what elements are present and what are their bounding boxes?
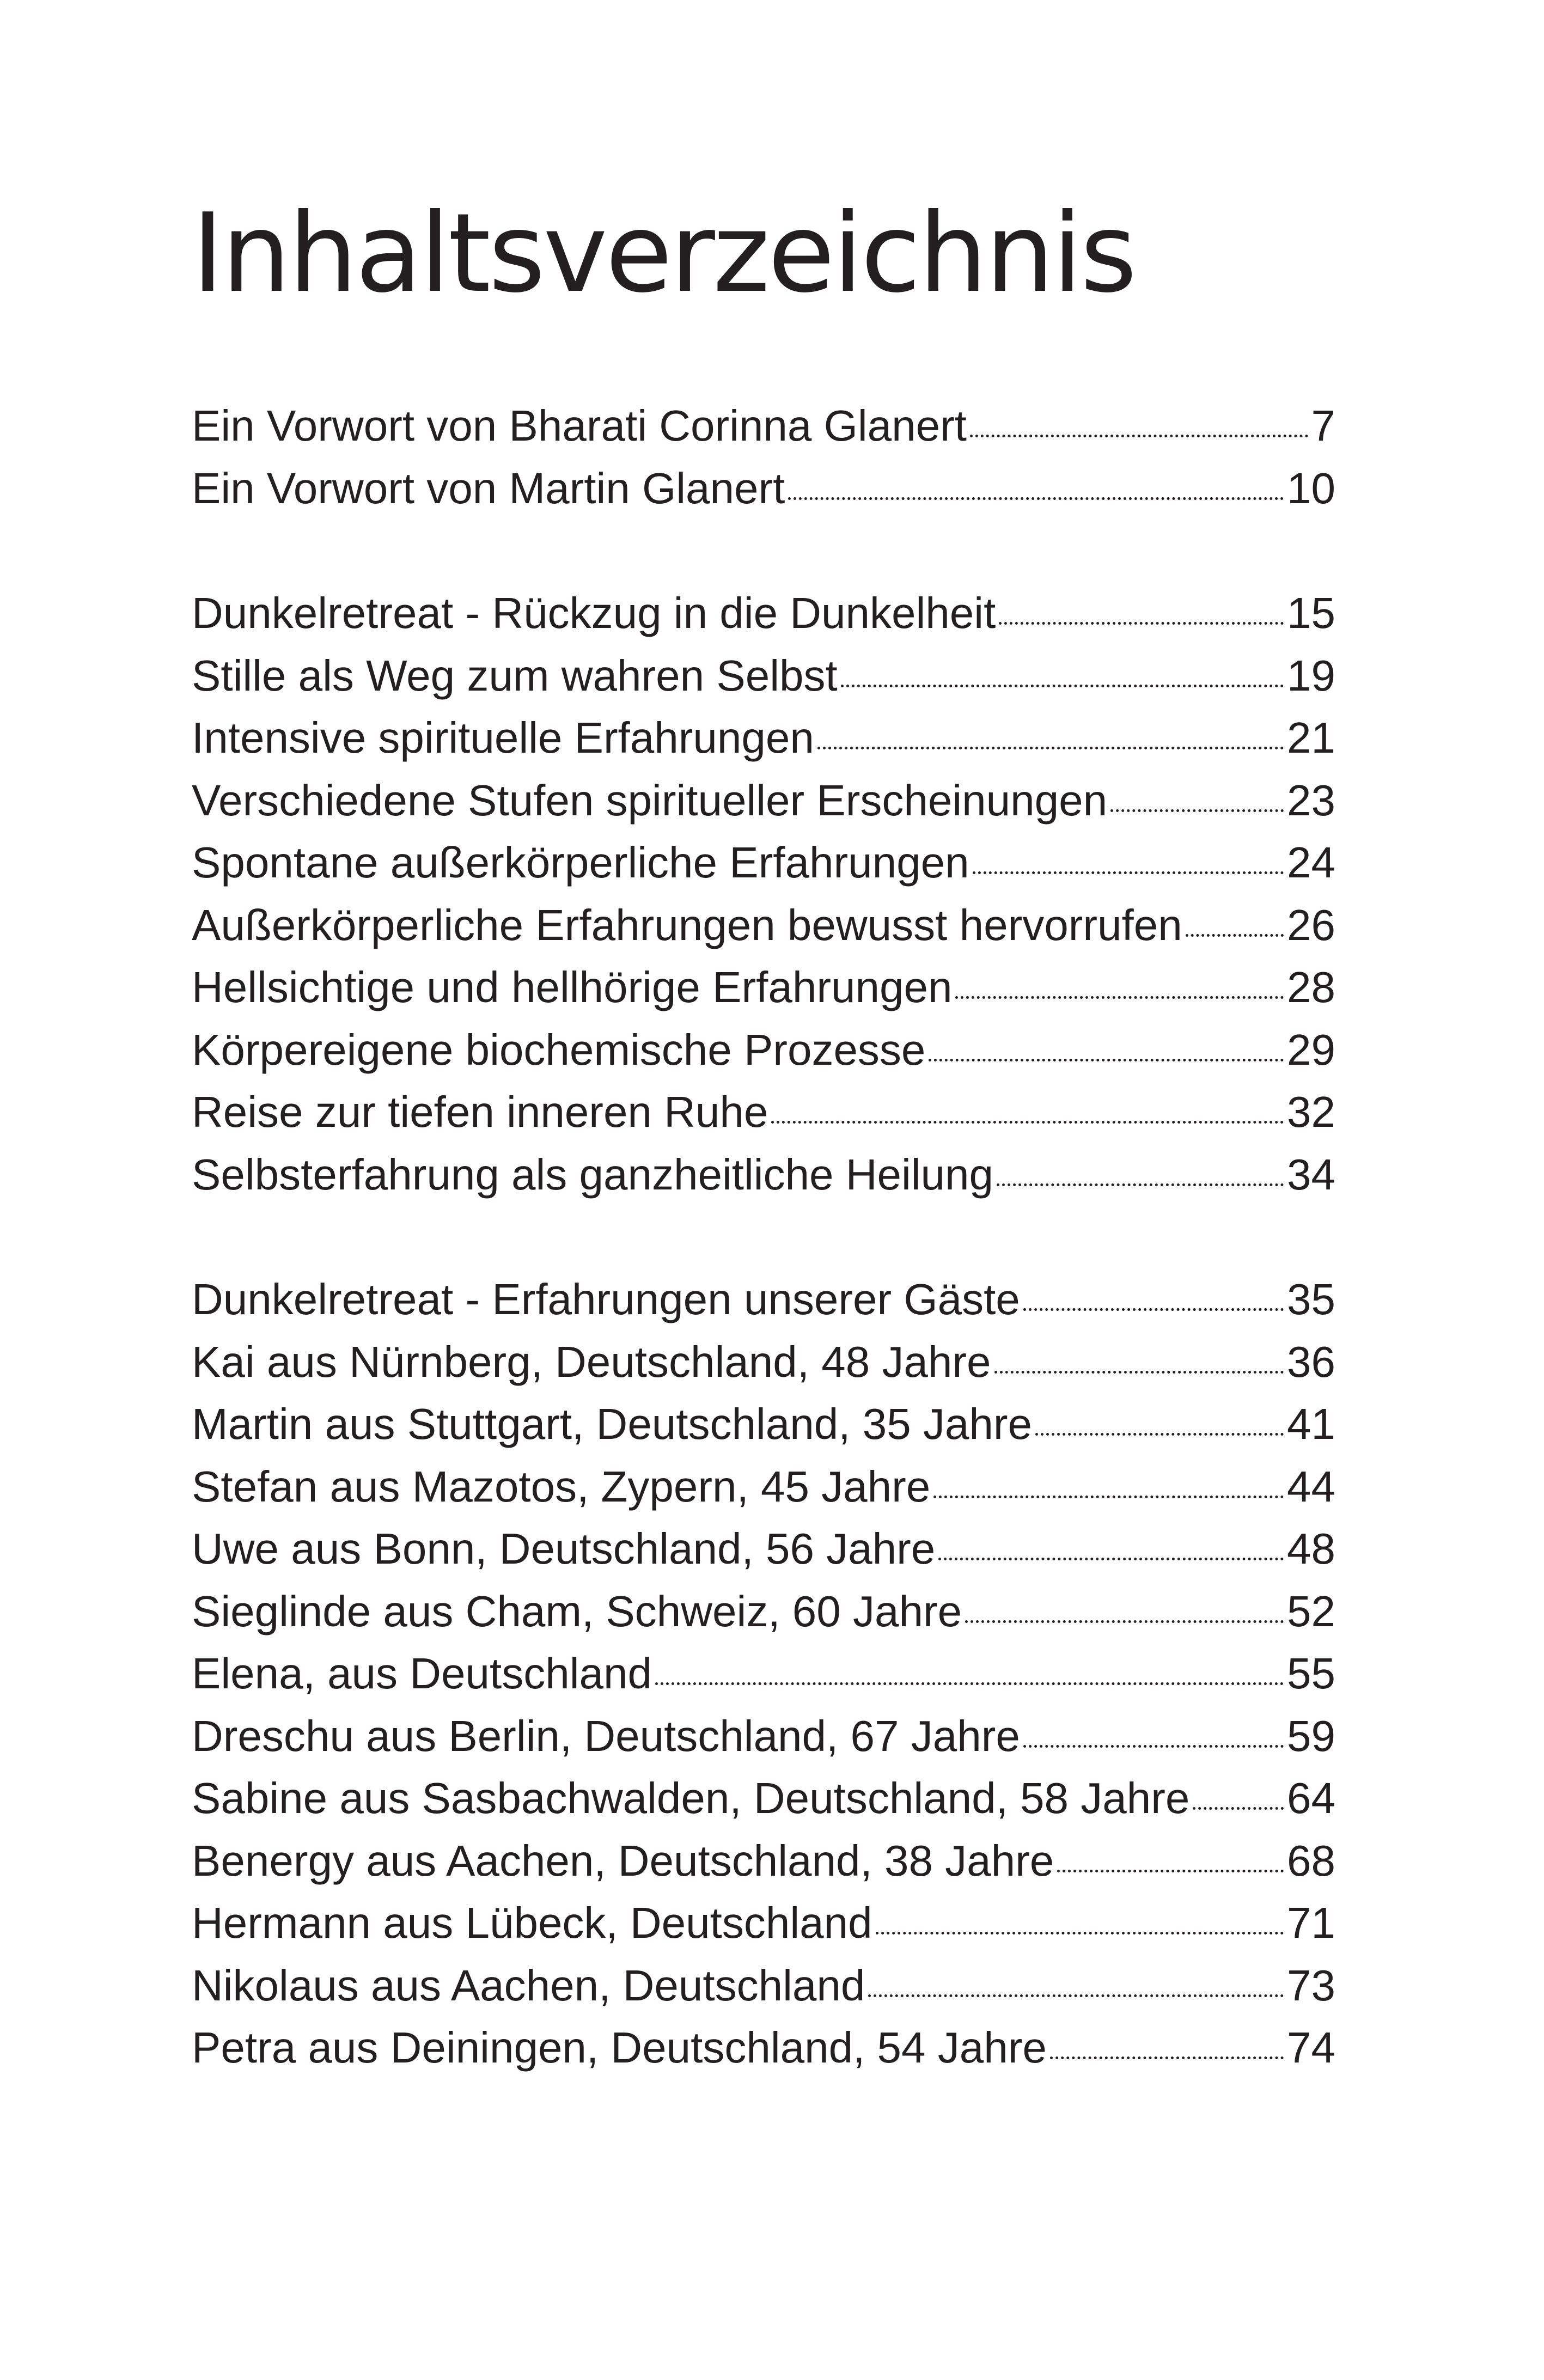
toc-entry-page-number: 64 — [1287, 1774, 1335, 1822]
toc-entry — [192, 457, 1335, 520]
toc-entry — [192, 1144, 1335, 1206]
dot-leader — [1186, 934, 1284, 937]
toc-entry-page-number: 74 — [1287, 2023, 1335, 2072]
toc-entry-page-number: 48 — [1287, 1524, 1335, 1573]
toc-entry — [192, 2017, 1335, 2079]
toc-entry — [192, 1393, 1335, 1456]
toc-entry-title: Ein Vorwort von Bharati Corinna Glanert — [192, 401, 967, 450]
toc-entry-title: Hermann aus Lübeck, Deutschland — [192, 1899, 872, 1947]
toc-entry-title: Martin aus Stuttgart, Deutschland, 35 Jahre — [192, 1400, 1033, 1448]
dot-leader — [1193, 1807, 1284, 1810]
toc-entry-page-number: 36 — [1287, 1337, 1335, 1386]
toc-entry-page-number: 55 — [1287, 1649, 1335, 1698]
table-of-contents — [192, 395, 1335, 2142]
dot-leader — [655, 1682, 1284, 1685]
dot-leader — [965, 1620, 1284, 1623]
toc-entry-title: Außerkörperliche Erfahrungen bewusst hervorrufen — [192, 900, 1182, 949]
toc-entry — [192, 770, 1335, 832]
toc-section — [192, 1268, 1335, 2079]
toc-entry — [192, 1518, 1335, 1580]
toc-entry-page-number: 29 — [1287, 1025, 1335, 1074]
toc-entry-page-number: 73 — [1287, 1961, 1335, 2010]
toc-entry-title: Petra aus Deiningen, Deutschland, 54 Jahre — [192, 2023, 1047, 2072]
toc-entry-title: Hellsichtige und hellhörige Erfahrungen — [192, 963, 953, 1011]
dot-leader — [868, 1994, 1284, 1997]
toc-entry — [192, 1331, 1335, 1394]
toc-entry-title: Uwe aus Bonn, Deutschland, 56 Jahre — [192, 1524, 936, 1573]
dot-leader — [1110, 809, 1284, 812]
toc-entry-page-number: 10 — [1287, 463, 1335, 512]
toc-entry — [192, 707, 1335, 770]
dot-leader — [997, 1183, 1284, 1186]
toc-entry — [192, 832, 1335, 894]
dot-leader — [771, 1121, 1284, 1124]
toc-entry-title: Stille als Weg zum wahren Selbst — [192, 651, 838, 700]
dot-leader — [841, 685, 1284, 687]
dot-leader — [1057, 1870, 1284, 1872]
dot-leader — [1050, 2056, 1284, 2059]
toc-entry-title: Elena, aus Deutschland — [192, 1649, 652, 1698]
toc-entry — [192, 1268, 1335, 1331]
toc-entry-title: Verschiedene Stufen spiritueller Erscheinungen — [192, 776, 1108, 825]
toc-section — [192, 395, 1335, 520]
dot-leader — [973, 871, 1284, 874]
toc-section — [192, 582, 1335, 1206]
toc-entry-page-number: 19 — [1287, 651, 1335, 700]
toc-entry — [192, 582, 1335, 645]
toc-entry-page-number: 24 — [1287, 838, 1335, 887]
toc-entry — [192, 645, 1335, 707]
toc-entry — [192, 1705, 1335, 1768]
toc-entry-title: Sieglinde aus Cham, Schweiz, 60 Jahre — [192, 1586, 962, 1636]
toc-entry-page-number: 32 — [1287, 1088, 1335, 1136]
toc-entry — [192, 1643, 1335, 1705]
toc-entry — [192, 395, 1335, 457]
dot-leader — [929, 1059, 1284, 1061]
toc-entry-title: Benergy aus Aachen, Deutschland, 38 Jahre — [192, 1836, 1054, 1885]
toc-entry-title: Kai aus Nürnberg, Deutschland, 48 Jahre — [192, 1337, 991, 1386]
toc-entry — [192, 1955, 1335, 2017]
dot-leader — [938, 1558, 1284, 1560]
toc-entry-title: Dunkelretreat - Rückzug in die Dunkelheit — [192, 589, 996, 637]
page-title: Inhaltsverzeichnis — [192, 190, 1135, 317]
toc-entry-title: Reise zur tiefen inneren Ruhe — [192, 1088, 768, 1136]
dot-leader — [1023, 1308, 1284, 1311]
dot-leader — [817, 747, 1284, 749]
toc-entry-page-number: 41 — [1287, 1400, 1335, 1448]
toc-entry-title: Ein Vorwort von Martin Glanert — [192, 463, 785, 512]
toc-entry-title: Nikolaus aus Aachen, Deutschland — [192, 1961, 865, 2010]
toc-entry-page-number: 34 — [1287, 1150, 1335, 1199]
dot-leader — [999, 622, 1284, 625]
dot-leader — [955, 996, 1284, 999]
toc-entry-page-number: 28 — [1287, 963, 1335, 1011]
toc-entry-page-number: 35 — [1287, 1275, 1335, 1323]
toc-entry — [192, 1892, 1335, 1955]
toc-entry-page-number: 21 — [1287, 713, 1335, 762]
toc-entry-title: Körpereigene biochemische Prozesse — [192, 1025, 926, 1074]
dot-leader — [788, 497, 1284, 500]
toc-entry-title: Dreschu aus Berlin, Deutschland, 67 Jahre — [192, 1711, 1020, 1760]
toc-entry-page-number: 44 — [1287, 1462, 1335, 1511]
toc-entry-title: Spontane außerkörperliche Erfahrungen — [192, 838, 969, 887]
toc-entry-page-number: 15 — [1287, 589, 1335, 637]
dot-leader — [994, 1371, 1284, 1374]
toc-entry-page-number: 71 — [1287, 1899, 1335, 1947]
toc-entry — [192, 1081, 1335, 1144]
toc-entry-page-number: 23 — [1287, 776, 1335, 825]
toc-entry — [192, 894, 1335, 957]
toc-entry-page-number: 68 — [1287, 1836, 1335, 1885]
toc-entry — [192, 956, 1335, 1019]
dot-leader — [970, 435, 1308, 437]
toc-entry — [192, 1580, 1335, 1643]
dot-leader — [1035, 1433, 1284, 1436]
toc-entry-page-number: 59 — [1287, 1711, 1335, 1760]
toc-entry-title: Selbsterfahrung als ganzheitliche Heilung — [192, 1150, 994, 1199]
toc-entry — [192, 1830, 1335, 1893]
dot-leader — [1023, 1745, 1284, 1748]
toc-entry-page-number: 7 — [1311, 401, 1335, 450]
toc-entry-title: Intensive spirituelle Erfahrungen — [192, 713, 814, 762]
toc-entry-title: Stefan aus Mazotos, Zypern, 45 Jahre — [192, 1462, 931, 1511]
toc-entry — [192, 1456, 1335, 1518]
dot-leader — [876, 1932, 1284, 1934]
toc-entry — [192, 1019, 1335, 1082]
toc-entry-page-number: 52 — [1287, 1586, 1335, 1636]
toc-entry — [192, 1767, 1335, 1830]
toc-entry-page-number: 26 — [1287, 900, 1335, 949]
toc-entry-title: Dunkelretreat - Erfahrungen unserer Gäste — [192, 1275, 1020, 1323]
dot-leader — [933, 1496, 1284, 1498]
toc-entry-title: Sabine aus Sasbachwalden, Deutschland, 58 Jahre — [192, 1774, 1190, 1822]
